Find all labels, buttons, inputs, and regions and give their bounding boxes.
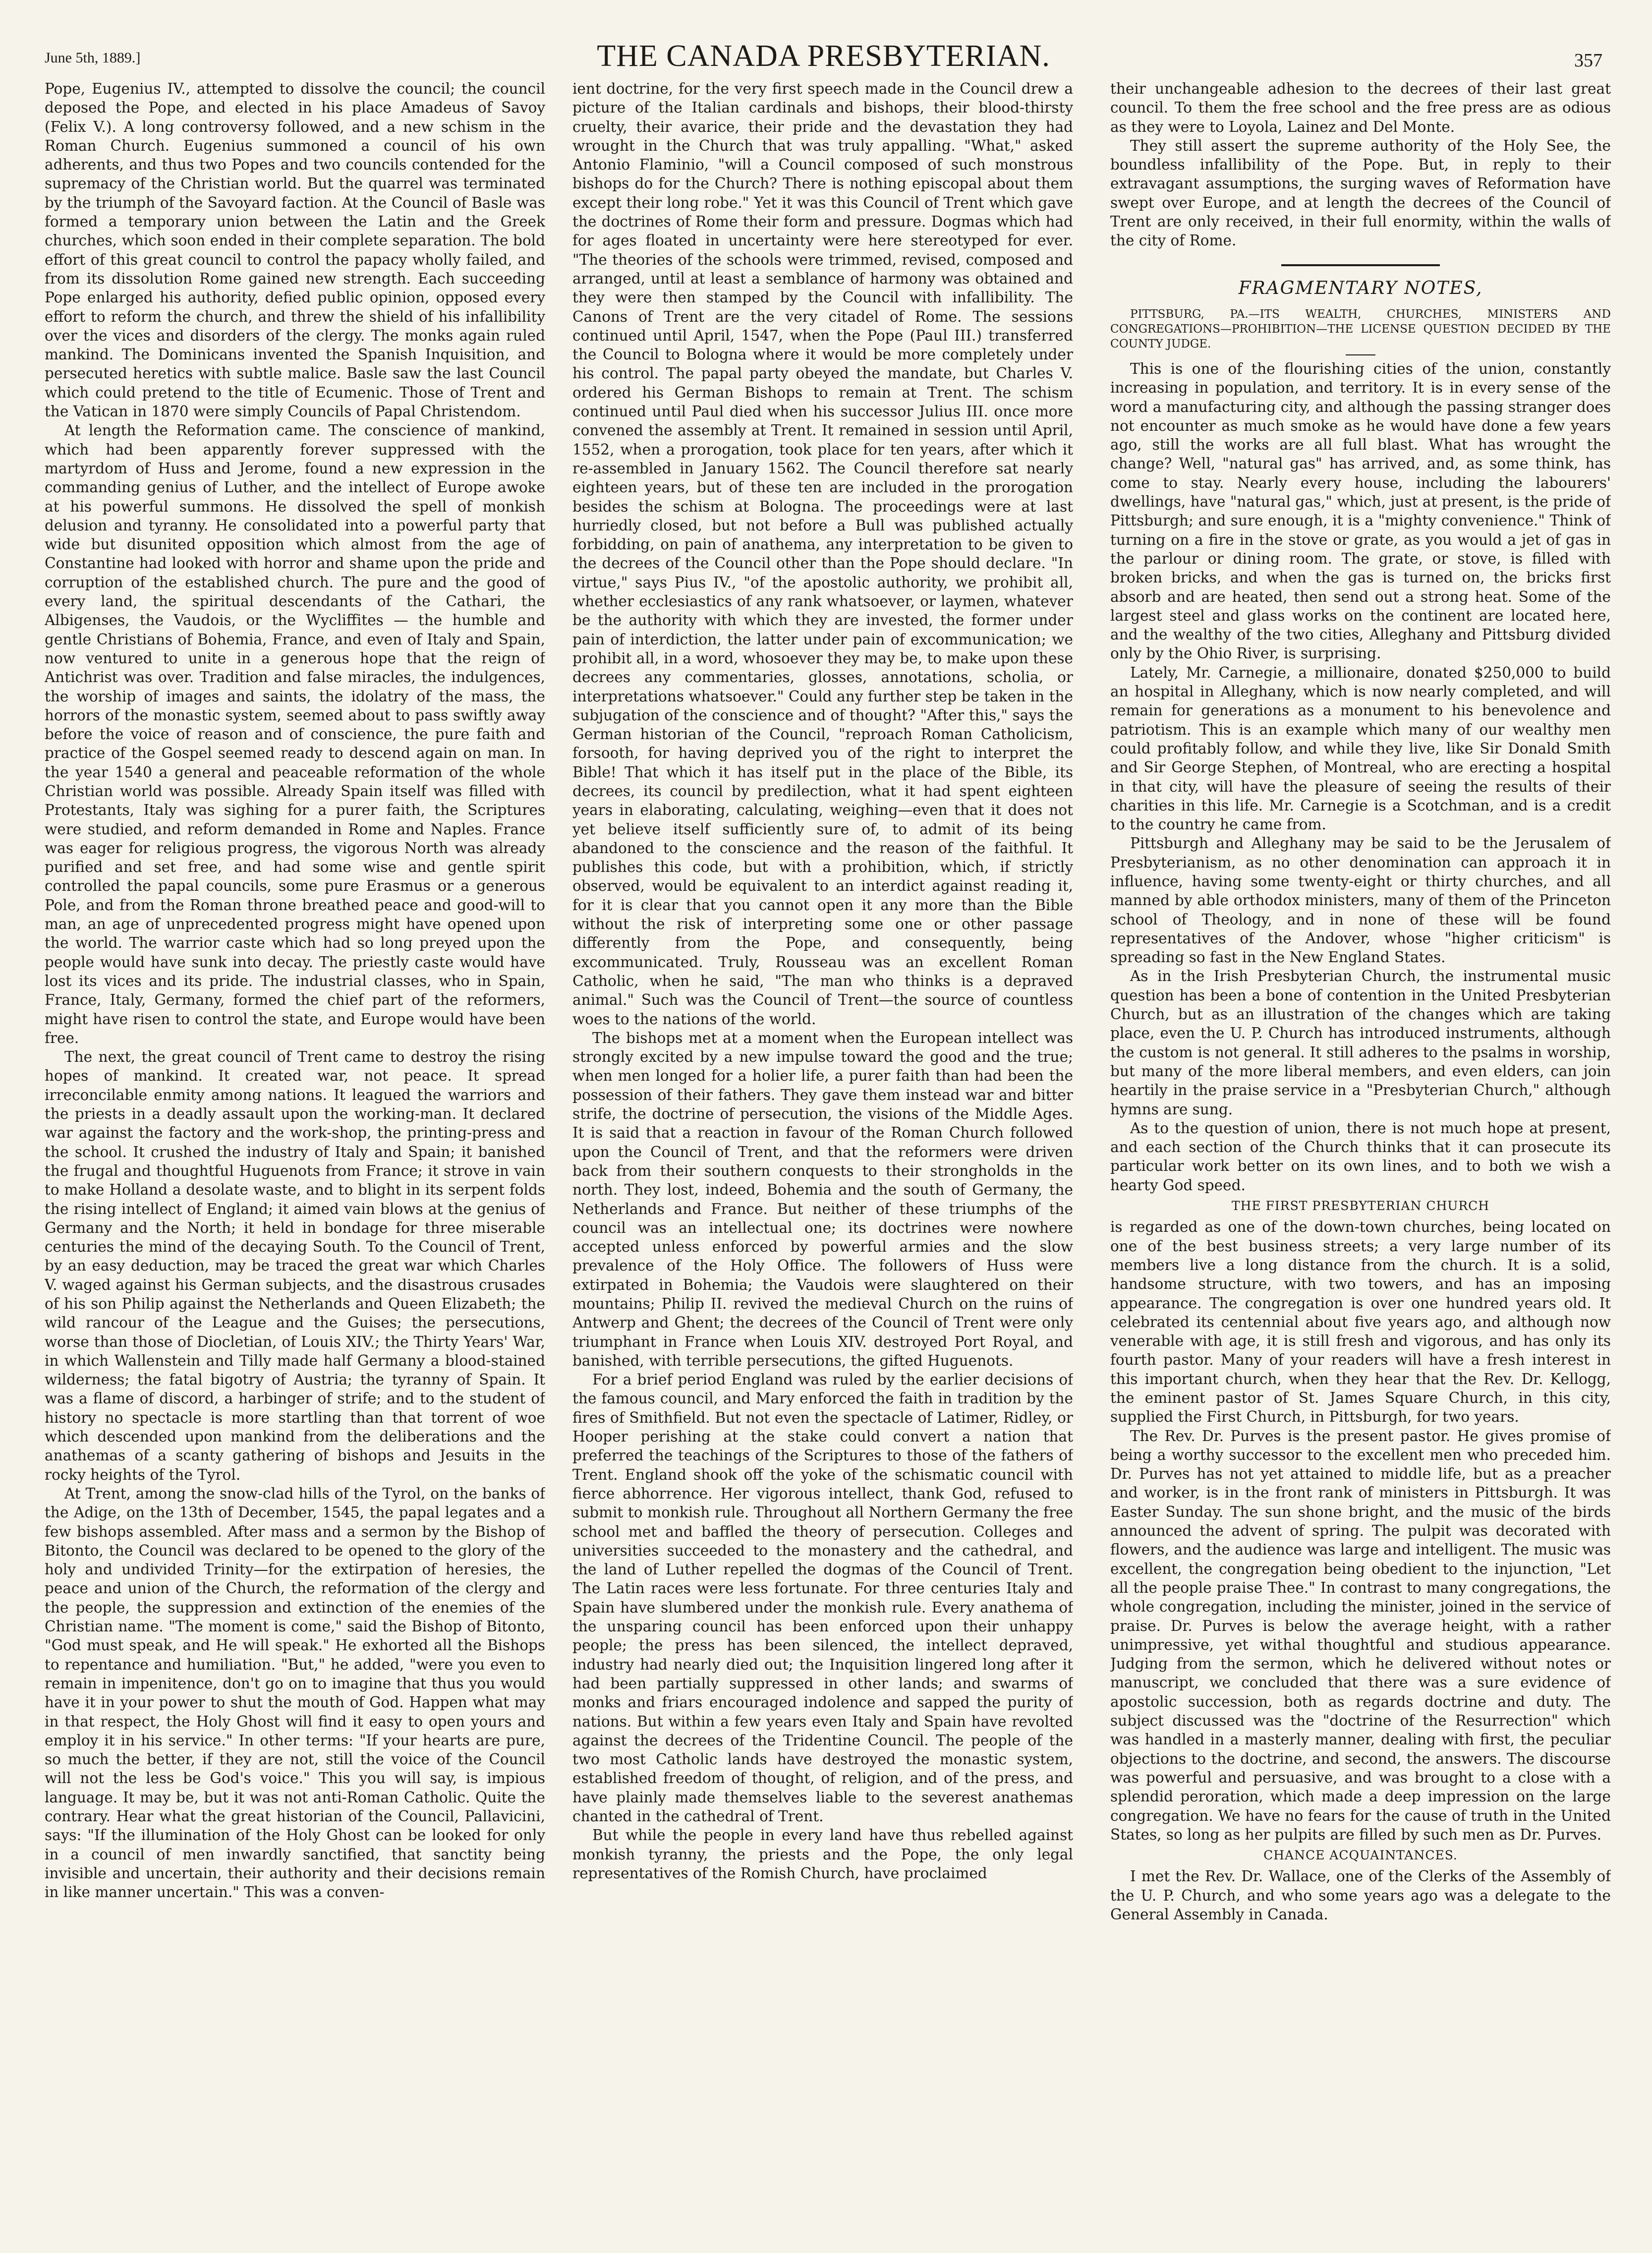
paragraph: Lately, Mr. Carnegie, a millionaire, donated $250,000 to build an hospital in Alleghany, which is now nearly completed, and will remain for generations as a monument to his benevolence and patriotism. This is an example which many of our wealthy men could profitably follow, and while they live, like Sir Donald Smith and Sir George Stephen, of Montreal, who are erecting a hospital in that city, will have the pleasure of seeing the results of their charities in this life. Mr. Carnegie is a Scotchman, and is a credit to the country he came from.: [1110, 664, 1611, 833]
paragraph: They still assert the supreme authority of the Holy See, the boundless infallibility of the Pope. But, in reply to their extravagant assumptions, the surging waves of Reformation have swept over Europe, and at length the decrees of the Council of Trent are only received, in their full enormity, within the walls of the city of Rome.: [1110, 137, 1611, 249]
subsection-heading: THE FIRST PRESBYTERIAN CHURCH: [1231, 1199, 1490, 1213]
section-divider: [1281, 264, 1440, 266]
paragraph: Pittsburgh and Alleghany may be said to be the Jerusalem of Presbyterianism, as no other denomination can approach it in influence, having some twenty-eight or thirty churches, and all manned by able orthodox ministers, many of them of the Princeton school of Theology, and in none of these will be found representatives of the Andover, whose "higher criticism" is spreading so fast in the New England States.: [1110, 835, 1611, 966]
paragraph: As in the Irish Presbyterian Church, the instrumental music question has been a bone of contention in the United Presbyterian Church, but as an illustration of the changes which are taking place, even the U. P. Church has introduced instruments, although the custom is not general. It still adheres to the psalms in worship, but many of the more liberal members, and even elders, can join heartily in the praise service in a "Presbyterian Church," although hymns are sung.: [1110, 968, 1611, 1118]
column-middle: [572, 79, 1073, 2226]
page-number: 357: [1574, 50, 1602, 71]
paragraph: At Trent, among the snow-clad hills of the Tyrol, on the banks of the Adige, on the 13th of December, 1545, the papal legates and a few bishops assembled. After mass and a sermon by the Bishop of Bitonto, the Council was declared to be opened to the glory of the holy and undivided Trinity—for the extirpation of heresies, the peace and union of the Church, the reformation of the clergy and the people, the suppression and extinction of the enemies of the Christian name. "The moment is come," said the Bishop of Bitonto, "God must speak, and He will speak." He exhorted all the Bishops to repentance and humiliation. "But," he added, "were you even to remain in impenitence, don't go on to imagine that thus you would have it in your power to shut the mouth of God. Happen what may in that respect, the Holy Ghost will find it easy to open yours and employ it in his service." In other terms: "If your hearts are pure, so much the better, if they are not, still the voice of the Council will not the less be God's voice." This you will say, is impious language. It may be, but it was not anti-Roman Catholic. Quite the contrary. Hear what the great historian of the Council, Pallavicini, says: "If the illumination of the Holy Ghost can be looked for only in a council of men inwardly sanctified, that sanctity being invisible and uncertain, their authority and their decisions remain in like manner uncertain." This was a conven-: [45, 1485, 545, 1901]
column-right: [1110, 79, 1611, 2226]
paragraph: ient doctrine, for the very first speech made in the Council drew a picture of the Italian cardinals and bishops, their blood-thirsty cruelty, their avarice, their pride and the devastation they had wrought in the Church that was truly appalling. "What," asked Antonio Flaminio, "will a Council composed of such monstrous bishops do for the Church? There is nothing episcopal about them except their long robe." Yet it was this Council of Trent which gave the doctrines of Rome their form and pressure. Dogmas which had for ages floated in uncertainty were here stereotyped for ever. "The theories of the schools were trimmed, revised, composed and arranged, until at least a semblance of harmony was obtained and they were then stamped by the Council with infallibility. The Canons of Trent are the very citadel of Rome. The sessions continued until April, 1547, when the Pope (Paul III.) transferred the Council to Bologna where it would be more completely under his control. The papal party obeyed the mandate, but Charles V. ordered his German Bishops to remain at Trent. The schism continued until Paul died when his successor Julius III. once more convened the assembly at Trent. It remained in session until April, 1552, when a prorogation, took place for ten years, after which it re-assembled in January 1562. The Council therefore sat nearly eighteen years, but of these ten are included in the prorogation besides the schism at Bologna. The proceedings were at last hurriedly closed, but not before a Bull was published actually forbidding, on pain of anathema, any interpretation to be given to the decrees of the Council other than the Pope should declare. "In virtue," says Pius IV., "of the apostolic authority, we prohibit all, whether ecclesiastics of any rank whatsoever, or laymen, whatever be the authority with which they are invested, the former under pain of interdiction, the latter under pain of excommunication; we prohibit all, in a word, whosoever they may be, to make upon these decrees any commentaries, glosses, annotations, scholia, or interpretations whatsoever." Could any further step be taken in the subjugation of the conscience and of thought? "After this," says the German historian of the Council, "reproach Roman Catholicism, forsooth, for having deprived you of the right to interpret the Bible! That which it has itself put in the place of the Bible, its decrees, its council by predilection, what it had spent eighteen years in elaborating, calculating, weighing—even that it does not yet believe itself sufficiently sure of, to admit of its being abandoned to the conscience and the reason of the faithful. It publishes this code, but with a prohibition, which, if strictly observed, would be equivalent to an interdict against reading it, for it is clear that you cannot open it any more than the Bible without the risk of interpreting some one or other passage differently from the Pope, and consequently, being excommunicated. Truly, Rousseau was an excellent Roman Catholic, when he said, "The man who thinks is a depraved animal." Such was the Council of Trent—the source of countless woes to the nations of the world.: [572, 80, 1073, 1028]
paragraph: is regarded as one of the down-town churches, being located on one of the best business streets; a very large number of its members live a long distance from the church. It is a solid, handsome structure, with two towers, and has an imposing appearance. The congregation is over one hundred years old. It celebrated its centennial about five years ago, and although now venerable with age, it is still fresh and vigorous, and has only its fourth pastor. Many of your readers will have a fresh interest in this important church, when they hear that the Rev. Dr. Kellogg, the eminent pastor of St. James Square Church, in this city, supplied the First Church, in Pittsburgh, for two years.: [1110, 1218, 1611, 1426]
paragraph: But while the people in every land have thus rebelled against monkish tyranny, the priests and the Pope, the only legal representatives of the Romish Church, have proclaimed: [572, 1827, 1073, 1882]
paragraph: their unchangeable adhesion to the decrees of their last great council. To them the free school and the free press are as odious as they were to Loyola, Lainez and Del Monte.: [1110, 80, 1611, 135]
paragraph: As to the question of union, there is not much hope at present, and each section of the Church thinks that it can prosecute its particular work better on its own lines, and to both we wish a hearty God speed.: [1110, 1119, 1611, 1194]
short-rule: [1346, 354, 1375, 355]
masthead-title: THE CANADA PRESBYTERIAN.: [597, 39, 1050, 73]
subsection-heading: CHANCE ACQUAINTANCES.: [1263, 1848, 1458, 1863]
paragraph: This is one of the flourishing cities of the union, constantly increasing in population, and territory. It is in every sense of the word a manufacturing city, and although the passing stranger does not encounter as much smoke as he would have done a few years ago, still the works are all full blast. What has wrought the change? Well, "natural gas" has arrived, and, as some think, has come to stay. Nearly every house, including the labourers' dwellings, have "natural gas," which, just at present, is the pride of Pittsburgh; and sure enough, it is a "mighty convenience." Think of turning on a fire in the stove or grate, as you would a jet of gas in the parlour or dining room. The grate, or stove, is filled with broken bricks, and when the gas is turned on, the bricks first absorb and are heated, then send out a strong heat. Some of the largest steel and glass works on the continent are located here, and the wealthy of the two cities, Alleghany and Pittsburg divided only by the Ohio River, is surprising.: [1110, 360, 1611, 662]
paragraph: Pope, Eugenius IV., attempted to dissolve the council; the council deposed the Pope, and elected in his place Amadeus of Savoy (Felix V.). A long controversy followed, and a new schism in the Roman Church. Eugenius summoned a council of his own adherents, and thus two Popes and two councils contended for the supremacy of the Christian world. But the quarrel was terminated by the triumph of the Savoyard faction. At the Council of Basle was formed a temporary union between the Latin and the Greek churches, which soon ended in their complete separation. The bold effort of this great council to control the papacy wholly failed, and from its dissolution Rome gained new strength. Each succeeding Pope enlarged his authority, defied public opinion, opposed every effort to reform the church, and threw the shield of his infallibility over the vices and disorders of the clergy. The monks again ruled mankind. The Dominicans invented the Spanish Inquisition, and persecuted heretics with subtle malice. Basle saw the last Council which could pretend to the title of Ecumenic. Those of Trent and the Vatican in 1870 were simply Councils of Papal Christendom.: [45, 80, 545, 420]
issue-date: June 5th, 1889.]: [45, 50, 141, 66]
paragraph: The bishops met at a moment when the European intellect was strongly excited by a new impulse toward the good and the true; when men longed for a holier life, a purer faith than had been the possession of their fathers. They gave them instead war and bitter strife, the doctrine of persecution, the visions of the Middle Ages. It is said that a reaction in favour of the Roman Church followed upon the Council of Trent, and that the reformers were driven back from their southern conquests to their strongholds in the north. They lost, indeed, Bohemia and the south of Germany, the Netherlands and France. But neither of these triumphs of the council was an intellectual one; its doctrines were nowhere accepted unless enforced by powerful armies and the slow prevalence of the Holy Office. The followers of Huss were extirpated in Bohemia; the Vaudois were slaughtered on their mountains; Philip II. revived the medieval Church on the ruins of Antwerp and Ghent; the decrees of the Council of Trent were only triumphant in France when Louis XIV. destroyed Port Royal, and banished, with terrible persecutions, the gifted Huguenots.: [572, 1029, 1073, 1369]
paragraph: The Rev. Dr. Purves is the present pastor. He gives promise of being a worthy successor to the excellent men who preceded him. Dr. Purves has not yet attained to middle life, but as a preacher and worker, is in the front rank of ministers in Pittsburgh. It was Easter Sunday. The sun shone bright, and the music of the birds announced the advent of spring. The pulpit was decorated with flowers, and the audience was large and intelligent. The music was excellent, the congregation being obedient to the injunction, "Let all the people praise Thee." In contrast to many congregations, the whole congregation, including the minister, joined in the service of praise. Dr. Purves is below the average height, with a rather unimpressive, yet withal thoughtful and studious appearance. Judging from the sermon, which he delivered without notes or manuscript, we concluded that there was a sure evidence of apostolic succession, both as regards doctrine and duty. The subject discussed was the "doctrine of the Resurrection" which was handled in a masterly manner, dealing with first, the peculiar objections to the doctrine, and second, the answers. The discourse was powerful and persuasive, and was brought to a close with a splendid peroration, which made a deep impression on the large congregation. We have no fears for the cause of truth in the United States, so long as her pulpits are filled by such men as Dr. Purves.: [1110, 1427, 1611, 1843]
paragraph: At length the Reformation came. The conscience of mankind, which had been apparently forever suppressed with the martyrdom of Huss and Jerome, found a new expression in the commanding genius of Luther, and the intellect of Europe awoke at his powerful summons. He dissolved the spell of monkish delusion and tyranny. He consolidated into a powerful party that wide but disunited opposition which almost from the age of Constantine had looked with horror and shame upon the pride and corruption of the established church. The pure and the good of every land, the spiritual descendants of the Cathari, the Albigenses, the Vaudois, or the Wycliffites — the humble and gentle Christians of Bohemia, France, and even of Italy and Spain, now ventured to unite in a generous hope that the reign of Antichrist was over. Tradition and false miracles, the indulgences, the worship of images and saints, the idolatry of the mass, the horrors of the monastic system, seemed about to pass swiftly away before the voice of reason and of conscience, the pure faith and practice of the Gospel seemed ready to descend again on man. In the year 1540 a general and peaceable reformation of the whole Christian world was possible. Already Spain itself was filled with Protestants, Italy was sighing for a purer faith, the Scriptures were studied, and reform demanded in Rome and Naples. France was eager for religious progress, the vigorous North was already purified and set free, and had some wise and gentle spirit controlled the papal councils, some pure Erasmus or a generous Pole, and from the Roman throne breathed peace and good-will to man, an age of unprecedented progress might have opened upon the world. The warrior caste which had so long preyed upon the people would have sunk into decay. The priestly caste would have lost its vices and its pride. The industrial classes, who in Spain, France, Italy, Germany, formed the chief part of the reformers, might have risen to control the state, and Europe would have been free.: [45, 422, 545, 1046]
paragraph: For a brief period England was ruled by the earlier decisions of the famous council, and Mary enforced the faith in tradition by the fires of Smithfield. But not even the spectacle of Latimer, Ridley, or Hooper perishing at the stake could convert a nation that preferred the teachings of the Scriptures to those of the fathers of Trent. England shook off the yoke of the schismatic council with fierce abhorrence. Her vigorous intellect, thank God, refused to submit to monkish rule. Throughout all Northern Germany the free school met and baffled the theory of persecution. Colleges and universities succeeded to the monastery and the cathedral, and the land of Luther repelled the dogmas of the Council of Trent. The Latin races were less fortunate. For three centuries Italy and Spain have slumbered under the monkish rule. Every anathema of the unsparing council has been enforced upon their unhappy people; the press has been silenced, the intellect depraved, industry had nearly died out; the Inquisition lingered long after it had been partially suppressed in other lands; and swarms of monks and friars encouraged indolence and sapped the purity of nations. But within a few years even Italy and Spain have revolted against the decrees of the Tridentine Council. The people of the two most Catholic lands have destroyed the monastic system, established freedom of thought, of religion, and of the press, and have plainly made themselves liable to the severest anathemas chanted in the cathedral of Trent.: [572, 1371, 1073, 1825]
paragraph: The next, the great council of Trent came to destroy the rising hopes of mankind. It created war, not peace. It spread irreconcilable enmity among nations. It leagued the warriors and the priests in a deadly assault upon the working-man. It declared war against the factory and the work-shop, the printing-press and the school. It crushed the industry of Italy and Spain; it banished the frugal and thoughtful Huguenots from France; it strove in vain to make Holland a desolate waste, and to blight in its serpent folds the rising intellect of England; it aimed vain blows at the genius of Germany and the North; it held in bondage for three miserable centuries the mind of the decaying South. To the Council of Trent, by an easy deduction, may be traced the great war which Charles V. waged against his German subjects, and the disastrous crusades of his son Philip against the Netherlands and Queen Elizabeth; the wild rancour of the League and the Guises; the persecutions, worse than those of Diocletian, of Louis XIV.; the Thirty Years' War, in which Wallenstein and Tilly made half Germany a blood-stained wilderness; the fatal bigotry of Austria; the tyranny of Spain. It was a flame of discord, a harbinger of strife; and to the student of history no spectacle is more startling than that torrent of woe which descended upon mankind from the deliberations and the anathemas of a scanty gathering of bishops and Jesuits in the rocky heights of the Tyrol.: [45, 1048, 545, 1483]
column-left: [45, 79, 545, 2226]
section-subhead: PITTSBURG, PA.—ITS WEALTH, CHURCHES, MINISTERS AND CONGREGATIONS—PROHIBITION—THE LICENSE QUESTION DECIDED BY THE COUNTY JUDGE.: [1110, 307, 1611, 350]
section-title: FRAGMENTARY NOTES,: [1238, 278, 1483, 298]
paragraph: I met the Rev. Dr. Wallace, one of the Clerks of the Assembly of the U. P. Church, and who some years ago was a delegate to the General Assembly in Canada.: [1110, 1868, 1611, 1923]
